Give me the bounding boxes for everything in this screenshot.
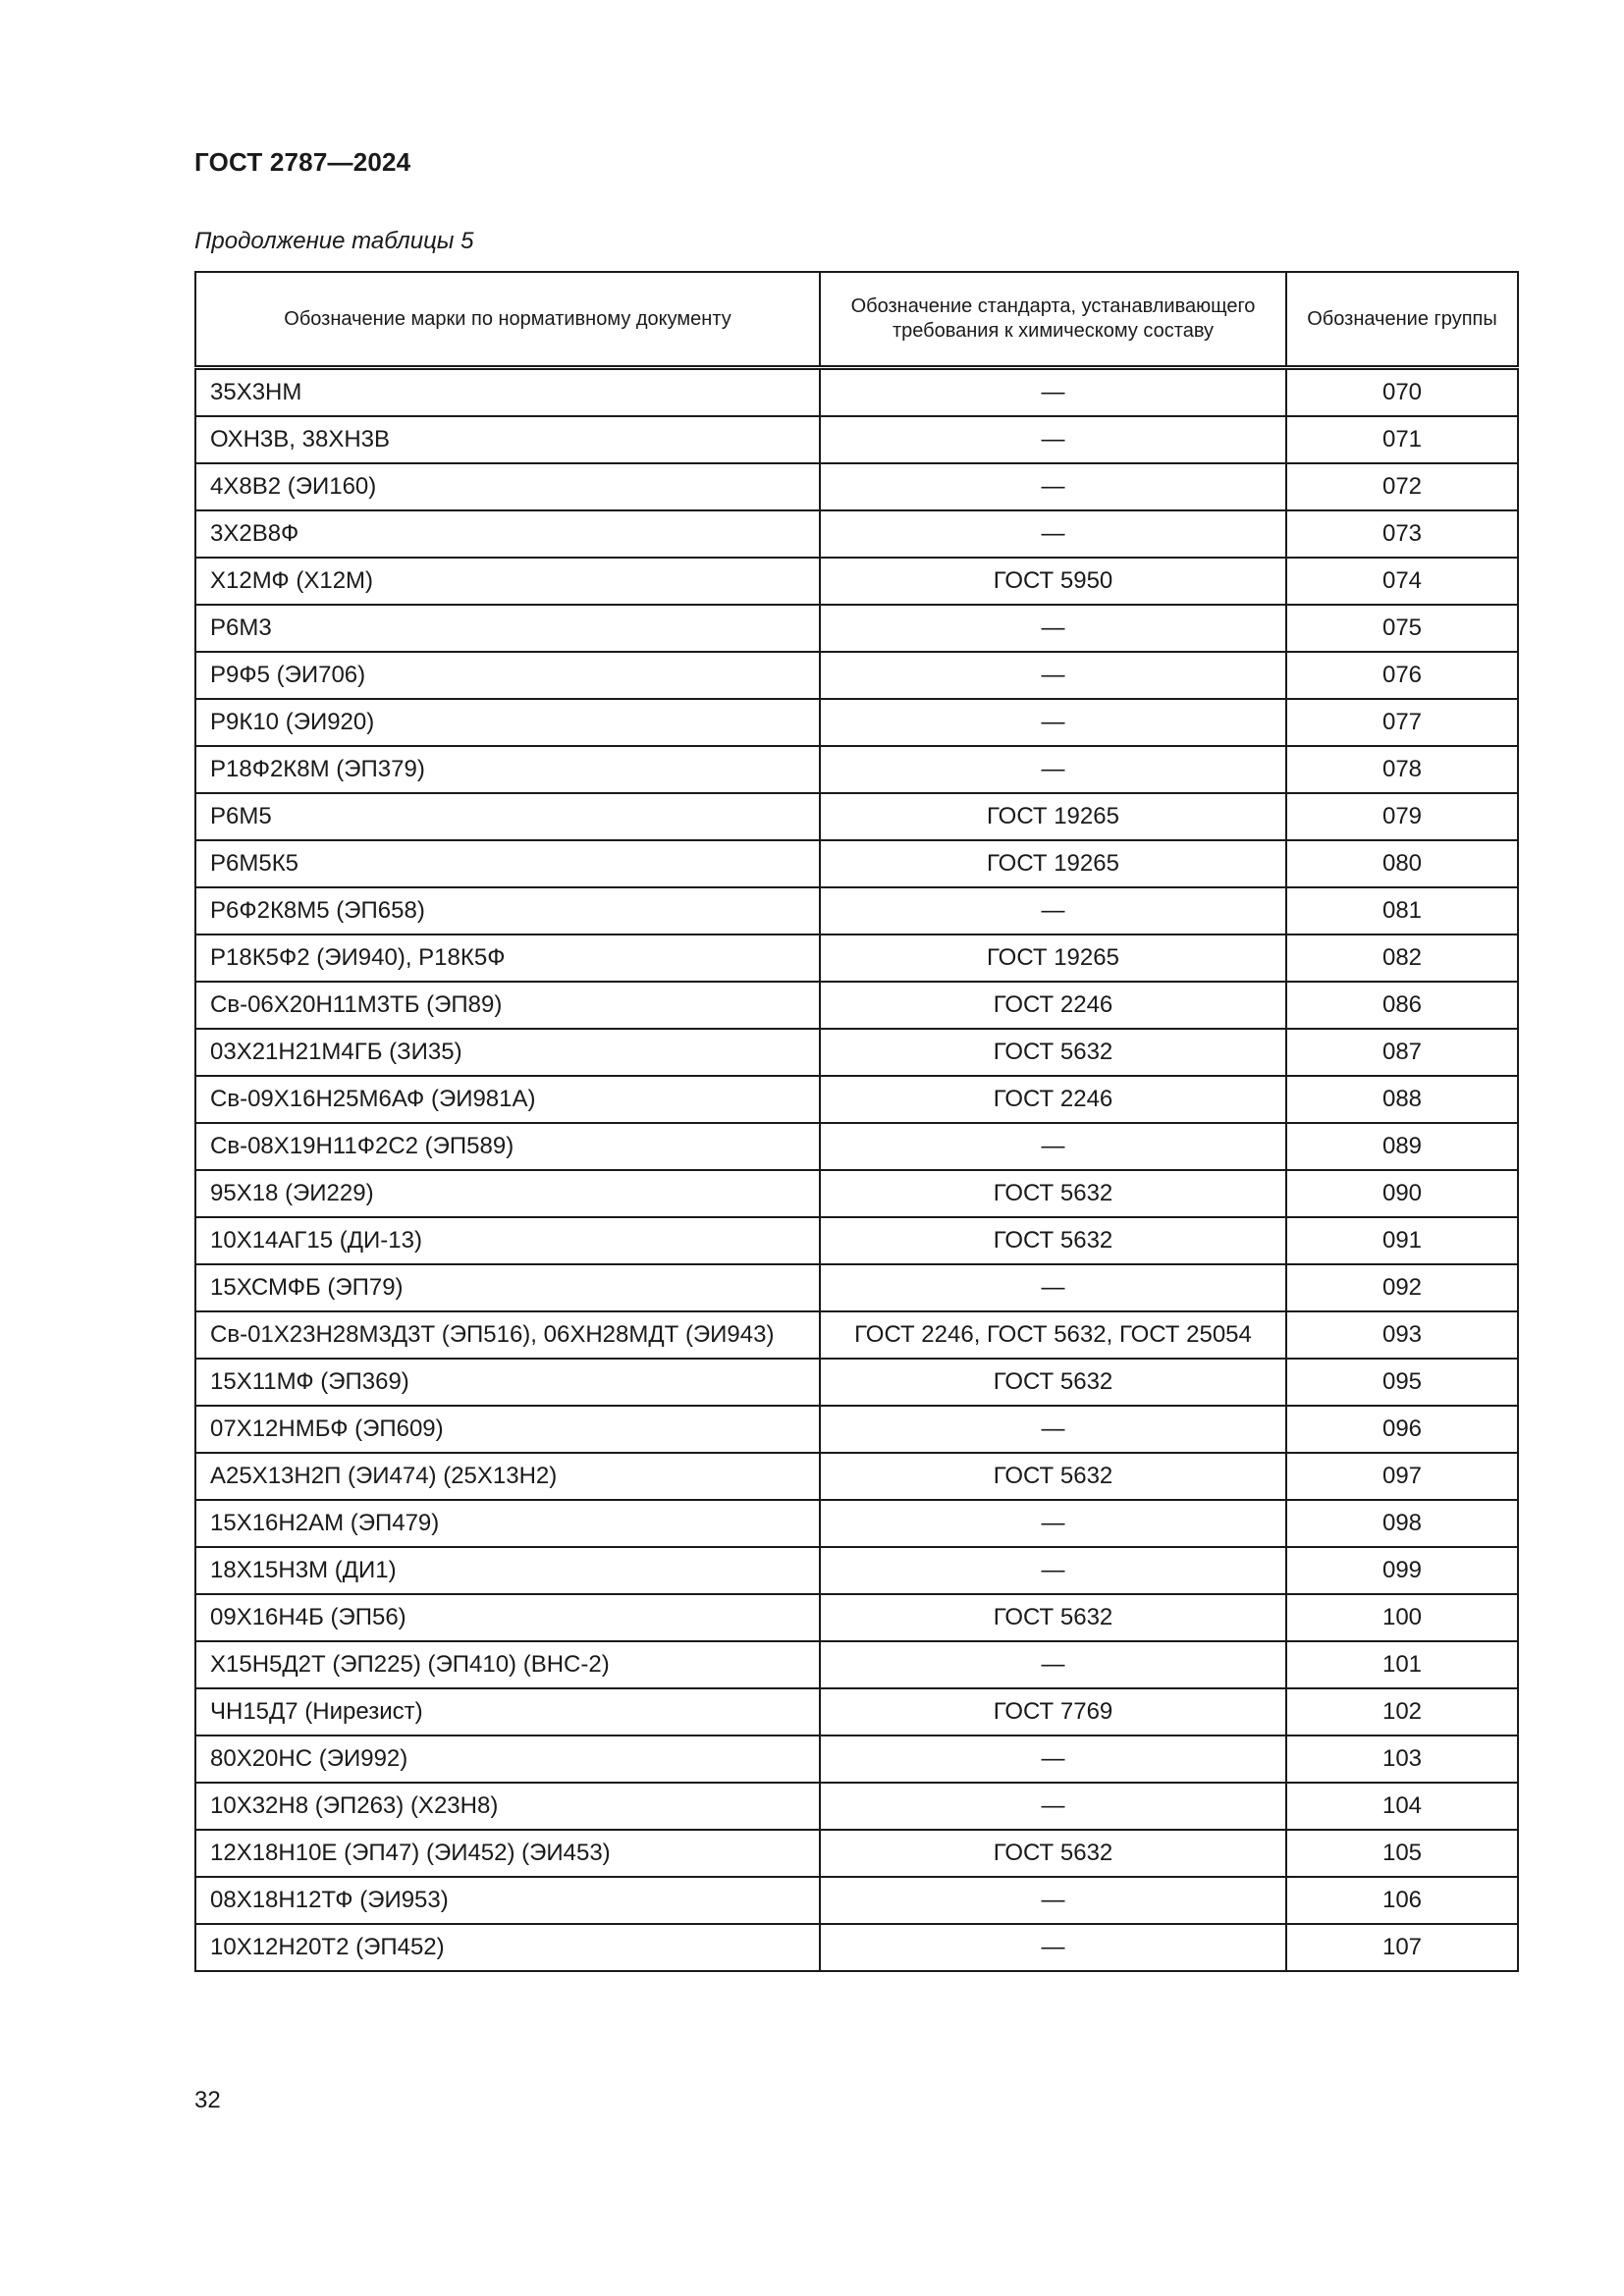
group-cell: 078 — [1286, 746, 1518, 793]
standard-cell: — — [820, 463, 1286, 510]
table-row — [195, 1500, 1518, 1547]
standard-cell: — — [820, 1783, 1286, 1830]
group-cell: 097 — [1286, 1453, 1518, 1500]
table-row — [195, 1594, 1518, 1641]
mark-cell: А25Х13Н2П (ЭИ474) (25Х13Н2) — [195, 1453, 820, 1500]
table-row — [195, 1170, 1518, 1217]
mark-cell: 3Х2В8Ф — [195, 510, 820, 558]
mark-cell: 15Х16Н2АМ (ЭП479) — [195, 1500, 820, 1547]
standard-cell: — — [820, 652, 1286, 699]
table-row — [195, 982, 1518, 1029]
standard-cell: — — [820, 699, 1286, 746]
mark-cell: Р6М5 — [195, 793, 820, 840]
group-cell: 072 — [1286, 463, 1518, 510]
table-row — [195, 605, 1518, 652]
group-cell: 096 — [1286, 1406, 1518, 1453]
mark-cell: Р9Ф5 (ЭИ706) — [195, 652, 820, 699]
group-cell: 075 — [1286, 605, 1518, 652]
mark-cell: Р6М5К5 — [195, 840, 820, 887]
standard-cell: ГОСТ 5632 — [820, 1453, 1286, 1500]
table-row — [195, 887, 1518, 934]
standard-cell: — — [820, 1735, 1286, 1783]
table-row — [195, 1264, 1518, 1311]
group-cell: 076 — [1286, 652, 1518, 699]
mark-cell: Св-08Х19Н11Ф2С2 (ЭП589) — [195, 1123, 820, 1170]
standard-cell: ГОСТ 5950 — [820, 558, 1286, 605]
standard-cell: ГОСТ 5632 — [820, 1594, 1286, 1641]
mark-cell: Св-01Х23Н28М3Д3Т (ЭП516), 06ХН28МДТ (ЭИ943) — [195, 1311, 820, 1359]
mark-cell: 10Х12Н20Т2 (ЭП452) — [195, 1924, 820, 1971]
table-row — [195, 1076, 1518, 1123]
standard-cell: — — [820, 1641, 1286, 1688]
standard-cell: — — [820, 1924, 1286, 1971]
mark-cell: Х15Н5Д2Т (ЭП225) (ЭП410) (ВНС-2) — [195, 1641, 820, 1688]
mark-cell: 10Х32Н8 (ЭП263) (Х23Н8) — [195, 1783, 820, 1830]
mark-cell: Св-06Х20Н11М3ТБ (ЭП89) — [195, 982, 820, 1029]
group-cell: 071 — [1286, 416, 1518, 463]
standard-cell: — — [820, 368, 1286, 417]
group-cell: 105 — [1286, 1830, 1518, 1877]
group-cell: 101 — [1286, 1641, 1518, 1688]
table-row — [195, 1123, 1518, 1170]
group-cell: 088 — [1286, 1076, 1518, 1123]
page-number: 32 — [194, 2087, 221, 2113]
group-cell: 093 — [1286, 1311, 1518, 1359]
mark-cell: 80Х20НС (ЭИ992) — [195, 1735, 820, 1783]
mark-cell: 08Х18Н12ТФ (ЭИ953) — [195, 1877, 820, 1924]
mark-cell: Р18К5Ф2 (ЭИ940), Р18К5Ф — [195, 934, 820, 982]
standard-cell: ГОСТ 5632 — [820, 1359, 1286, 1406]
table-row — [195, 510, 1518, 558]
standard-cell: — — [820, 1877, 1286, 1924]
standard-cell: ГОСТ 5632 — [820, 1830, 1286, 1877]
table-row — [195, 416, 1518, 463]
mark-cell: 4Х8В2 (ЭИ160) — [195, 463, 820, 510]
table-row — [195, 1783, 1518, 1830]
table-row — [195, 463, 1518, 510]
column-header-mark: Обозначение марки по нормативному документу — [195, 272, 820, 368]
standard-cell: ГОСТ 7769 — [820, 1688, 1286, 1735]
table-row — [195, 793, 1518, 840]
group-cell: 107 — [1286, 1924, 1518, 1971]
column-header-group: Обозначение группы — [1286, 272, 1518, 368]
group-cell: 087 — [1286, 1029, 1518, 1076]
mark-cell: 09Х16Н4Б (ЭП56) — [195, 1594, 820, 1641]
table-row — [195, 1311, 1518, 1359]
mark-cell: Р6Ф2К8М5 (ЭП658) — [195, 887, 820, 934]
mark-cell: 35Х3НМ — [195, 368, 820, 417]
mark-cell: 12Х18Н10Е (ЭП47) (ЭИ452) (ЭИ453) — [195, 1830, 820, 1877]
table-row — [195, 1924, 1518, 1971]
mark-cell: 95Х18 (ЭИ229) — [195, 1170, 820, 1217]
steel-grades-table — [194, 271, 1519, 1972]
mark-cell: 07Х12НМБФ (ЭП609) — [195, 1406, 820, 1453]
table-row — [195, 652, 1518, 699]
group-cell: 082 — [1286, 934, 1518, 982]
mark-cell: 15ХСМФБ (ЭП79) — [195, 1264, 820, 1311]
standard-cell: — — [820, 605, 1286, 652]
group-cell: 098 — [1286, 1500, 1518, 1547]
standard-cell: — — [820, 1123, 1286, 1170]
mark-cell: 03Х21Н21М4ГБ (ЗИ35) — [195, 1029, 820, 1076]
group-cell: 070 — [1286, 368, 1518, 417]
table-row — [195, 934, 1518, 982]
group-cell: 100 — [1286, 1594, 1518, 1641]
standard-cell: ГОСТ 19265 — [820, 793, 1286, 840]
mark-cell: Св-09Х16Н25М6АФ (ЭИ981А) — [195, 1076, 820, 1123]
table-row — [195, 1029, 1518, 1076]
table-row — [195, 1641, 1518, 1688]
table-header-row — [195, 272, 1518, 368]
group-cell: 080 — [1286, 840, 1518, 887]
group-cell: 077 — [1286, 699, 1518, 746]
group-cell: 091 — [1286, 1217, 1518, 1264]
standard-cell: ГОСТ 5632 — [820, 1029, 1286, 1076]
group-cell: 095 — [1286, 1359, 1518, 1406]
table-row — [195, 1735, 1518, 1783]
mark-cell: Р18Ф2К8М (ЭП379) — [195, 746, 820, 793]
group-cell: 104 — [1286, 1783, 1518, 1830]
standard-cell: ГОСТ 5632 — [820, 1217, 1286, 1264]
table-row — [195, 1877, 1518, 1924]
group-cell: 073 — [1286, 510, 1518, 558]
table-row — [195, 840, 1518, 887]
group-cell: 092 — [1286, 1264, 1518, 1311]
mark-cell: ОХН3В, 38ХН3В — [195, 416, 820, 463]
mark-cell: 18Х15Н3М (ДИ1) — [195, 1547, 820, 1594]
table-row — [195, 1359, 1518, 1406]
table-row — [195, 1406, 1518, 1453]
group-cell: 103 — [1286, 1735, 1518, 1783]
mark-cell: Р6М3 — [195, 605, 820, 652]
standard-cell: ГОСТ 2246 — [820, 982, 1286, 1029]
standard-cell: ГОСТ 19265 — [820, 934, 1286, 982]
table-row — [195, 1453, 1518, 1500]
standard-cell: ГОСТ 2246 — [820, 1076, 1286, 1123]
steel-grades-table-container — [194, 271, 1517, 1972]
standard-cell: — — [820, 1547, 1286, 1594]
table-row — [195, 699, 1518, 746]
standard-cell: — — [820, 1264, 1286, 1311]
standard-cell: — — [820, 746, 1286, 793]
standard-cell: ГОСТ 19265 — [820, 840, 1286, 887]
group-cell: 079 — [1286, 793, 1518, 840]
mark-cell: Х12МФ (Х12М) — [195, 558, 820, 605]
group-cell: 099 — [1286, 1547, 1518, 1594]
mark-cell: ЧН15Д7 (Нирезист) — [195, 1688, 820, 1735]
mark-cell: Р9К10 (ЭИ920) — [195, 699, 820, 746]
group-cell: 089 — [1286, 1123, 1518, 1170]
group-cell: 106 — [1286, 1877, 1518, 1924]
table-row — [195, 1688, 1518, 1735]
group-cell: 074 — [1286, 558, 1518, 605]
table-row — [195, 1830, 1518, 1877]
standard-cell: — — [820, 1406, 1286, 1453]
table-body — [195, 368, 1518, 1972]
mark-cell: 10Х14АГ15 (ДИ-13) — [195, 1217, 820, 1264]
table-row — [195, 746, 1518, 793]
table-continuation-caption: Продолжение таблицы 5 — [194, 228, 474, 254]
table-row — [195, 558, 1518, 605]
group-cell: 090 — [1286, 1170, 1518, 1217]
standard-cell: — — [820, 887, 1286, 934]
group-cell: 102 — [1286, 1688, 1518, 1735]
standard-cell: ГОСТ 5632 — [820, 1170, 1286, 1217]
group-cell: 086 — [1286, 982, 1518, 1029]
standard-cell: — — [820, 1500, 1286, 1547]
table-row — [195, 1547, 1518, 1594]
table-row — [195, 368, 1518, 417]
standard-cell: — — [820, 416, 1286, 463]
column-header-standard: Обозначение стандарта, устанавливающего требования к химическому составу — [820, 272, 1286, 368]
table-row — [195, 1217, 1518, 1264]
standard-cell: — — [820, 510, 1286, 558]
document-code: ГОСТ 2787—2024 — [194, 147, 411, 177]
standard-cell: ГОСТ 2246, ГОСТ 5632, ГОСТ 25054 — [820, 1311, 1286, 1359]
mark-cell: 15Х11МФ (ЭП369) — [195, 1359, 820, 1406]
group-cell: 081 — [1286, 887, 1518, 934]
